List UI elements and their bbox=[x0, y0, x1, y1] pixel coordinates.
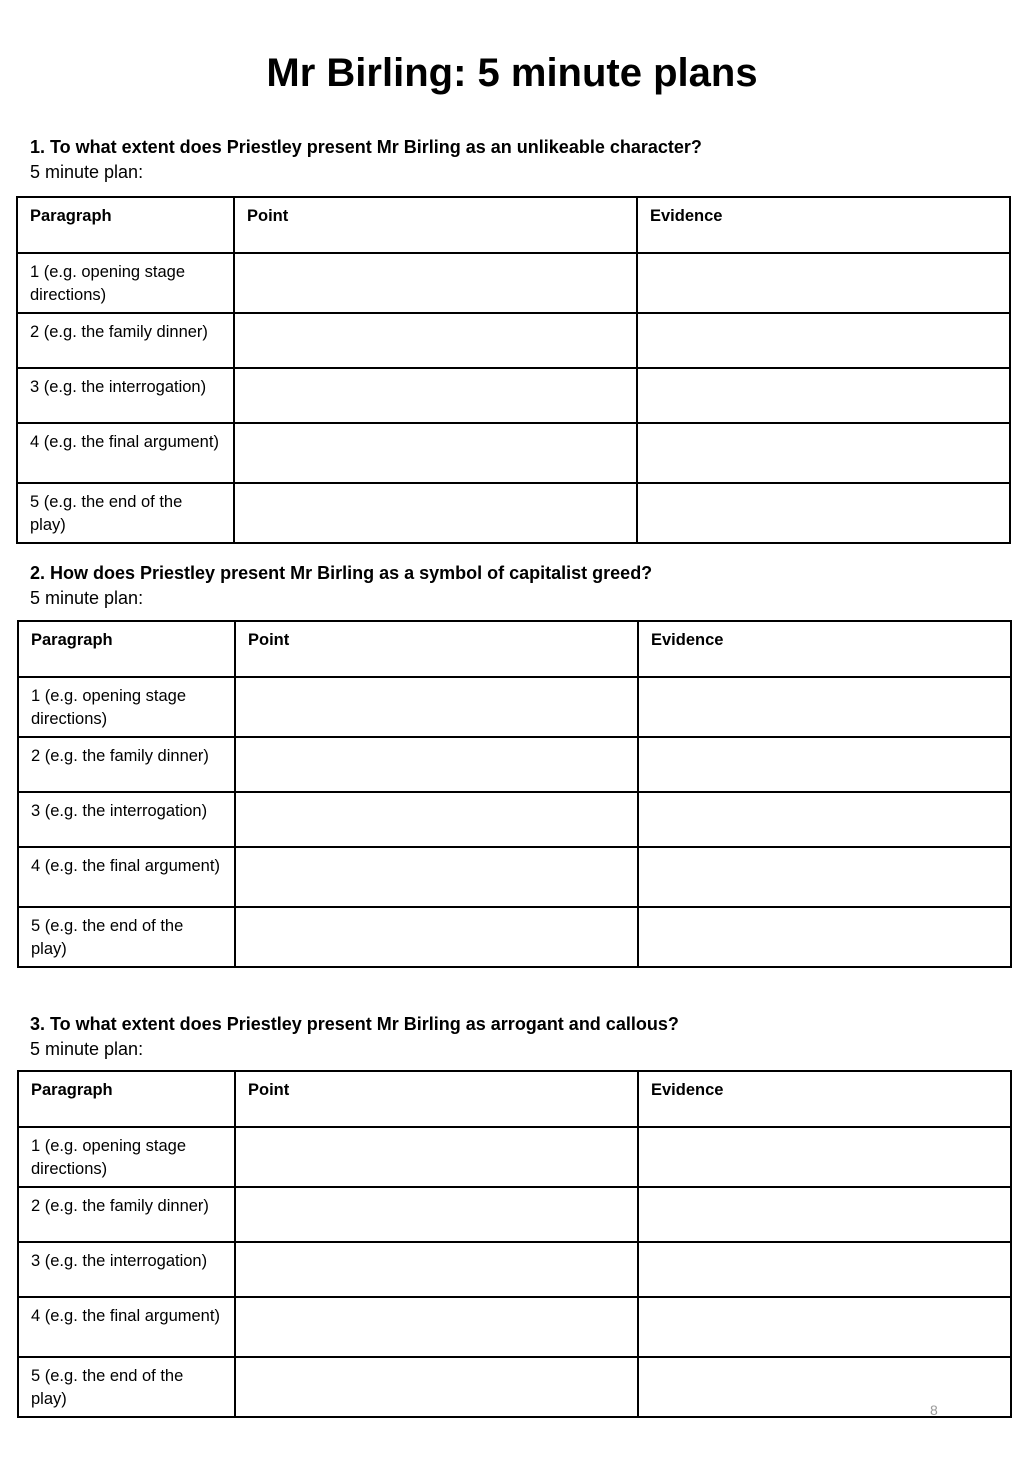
question-1-plan-table bbox=[16, 196, 1011, 544]
paragraph-cell: 4 (e.g. the final argument) bbox=[17, 423, 234, 483]
paragraph-cell: 5 (e.g. the end of the play) bbox=[18, 907, 235, 967]
paragraph-cell: 3 (e.g. the interrogation) bbox=[18, 1242, 235, 1297]
question-1-text: 1. To what extent does Priestley present Mr Birling as an unlikeable character? bbox=[30, 137, 702, 157]
table-row bbox=[18, 737, 1011, 792]
point-cell[interactable] bbox=[235, 1357, 638, 1417]
question-3-text: 3. To what extent does Priestley present Mr Birling as arrogant and callous? bbox=[30, 1014, 679, 1034]
paragraph-cell: 5 (e.g. the end of the play) bbox=[18, 1357, 235, 1417]
table-row bbox=[18, 847, 1011, 907]
header-point: Point bbox=[234, 197, 637, 253]
evidence-cell[interactable] bbox=[637, 313, 1010, 368]
table-row bbox=[18, 1357, 1011, 1417]
header-evidence: Evidence bbox=[638, 1071, 1011, 1127]
evidence-cell[interactable] bbox=[638, 847, 1011, 907]
question-3-plan-label: 5 minute plan: bbox=[30, 1039, 144, 1059]
paragraph-cell: 1 (e.g. opening stage directions) bbox=[17, 253, 234, 313]
point-cell[interactable] bbox=[234, 368, 637, 423]
table-row bbox=[18, 792, 1011, 847]
point-cell[interactable] bbox=[234, 253, 637, 313]
evidence-cell[interactable] bbox=[638, 677, 1011, 737]
page-number: 8 bbox=[930, 1402, 938, 1418]
header-evidence: Evidence bbox=[638, 621, 1011, 677]
question-2-plan-label: 5 minute plan: bbox=[30, 588, 144, 608]
point-cell[interactable] bbox=[235, 1187, 638, 1242]
header-paragraph: Paragraph bbox=[17, 197, 234, 253]
evidence-cell[interactable] bbox=[637, 253, 1010, 313]
point-cell[interactable] bbox=[235, 907, 638, 967]
table-row bbox=[17, 423, 1010, 483]
header-evidence: Evidence bbox=[637, 197, 1010, 253]
table-row bbox=[17, 253, 1010, 313]
table-row bbox=[18, 677, 1011, 737]
table-row bbox=[17, 368, 1010, 423]
table-row bbox=[17, 313, 1010, 368]
point-cell[interactable] bbox=[235, 677, 638, 737]
table-row bbox=[18, 1242, 1011, 1297]
table-row bbox=[18, 907, 1011, 967]
evidence-cell[interactable] bbox=[638, 792, 1011, 847]
point-cell[interactable] bbox=[235, 847, 638, 907]
header-point: Point bbox=[235, 1071, 638, 1127]
table-header-row bbox=[17, 197, 1010, 253]
point-cell[interactable] bbox=[234, 313, 637, 368]
paragraph-cell: 3 (e.g. the interrogation) bbox=[17, 368, 234, 423]
evidence-cell[interactable] bbox=[637, 423, 1010, 483]
paragraph-cell: 2 (e.g. the family dinner) bbox=[17, 313, 234, 368]
evidence-cell[interactable] bbox=[637, 368, 1010, 423]
header-point: Point bbox=[235, 621, 638, 677]
question-3-plan-table bbox=[17, 1070, 1012, 1418]
point-cell[interactable] bbox=[235, 737, 638, 792]
point-cell[interactable] bbox=[235, 1242, 638, 1297]
table-header-row bbox=[18, 621, 1011, 677]
paragraph-cell: 1 (e.g. opening stage directions) bbox=[18, 677, 235, 737]
paragraph-cell: 2 (e.g. the family dinner) bbox=[18, 737, 235, 792]
paragraph-cell: 5 (e.g. the end of the play) bbox=[17, 483, 234, 543]
evidence-cell[interactable] bbox=[638, 1297, 1011, 1357]
table-row bbox=[18, 1187, 1011, 1242]
evidence-cell[interactable] bbox=[637, 483, 1010, 543]
paragraph-cell: 1 (e.g. opening stage directions) bbox=[18, 1127, 235, 1187]
paragraph-cell: 2 (e.g. the family dinner) bbox=[18, 1187, 235, 1242]
point-cell[interactable] bbox=[234, 423, 637, 483]
paragraph-cell: 3 (e.g. the interrogation) bbox=[18, 792, 235, 847]
question-1-plan-label: 5 minute plan: bbox=[30, 162, 144, 182]
evidence-cell[interactable] bbox=[638, 1242, 1011, 1297]
evidence-cell[interactable] bbox=[638, 907, 1011, 967]
point-cell[interactable] bbox=[235, 1297, 638, 1357]
evidence-cell[interactable] bbox=[638, 1187, 1011, 1242]
header-paragraph: Paragraph bbox=[18, 1071, 235, 1127]
table-row bbox=[17, 483, 1010, 543]
paragraph-cell: 4 (e.g. the final argument) bbox=[18, 847, 235, 907]
evidence-cell[interactable] bbox=[638, 737, 1011, 792]
evidence-cell[interactable] bbox=[638, 1127, 1011, 1187]
header-paragraph: Paragraph bbox=[18, 621, 235, 677]
point-cell[interactable] bbox=[235, 1127, 638, 1187]
point-cell[interactable] bbox=[235, 792, 638, 847]
table-row bbox=[18, 1297, 1011, 1357]
evidence-cell[interactable] bbox=[638, 1357, 1011, 1417]
paragraph-cell: 4 (e.g. the final argument) bbox=[18, 1297, 235, 1357]
point-cell[interactable] bbox=[234, 483, 637, 543]
table-row bbox=[18, 1127, 1011, 1187]
question-2-text: 2. How does Priestley present Mr Birling as a symbol of capitalist greed? bbox=[30, 563, 653, 583]
table-header-row bbox=[18, 1071, 1011, 1127]
question-2-plan-table bbox=[17, 620, 1012, 968]
page-title: Mr Birling: 5 minute plans bbox=[266, 51, 758, 95]
